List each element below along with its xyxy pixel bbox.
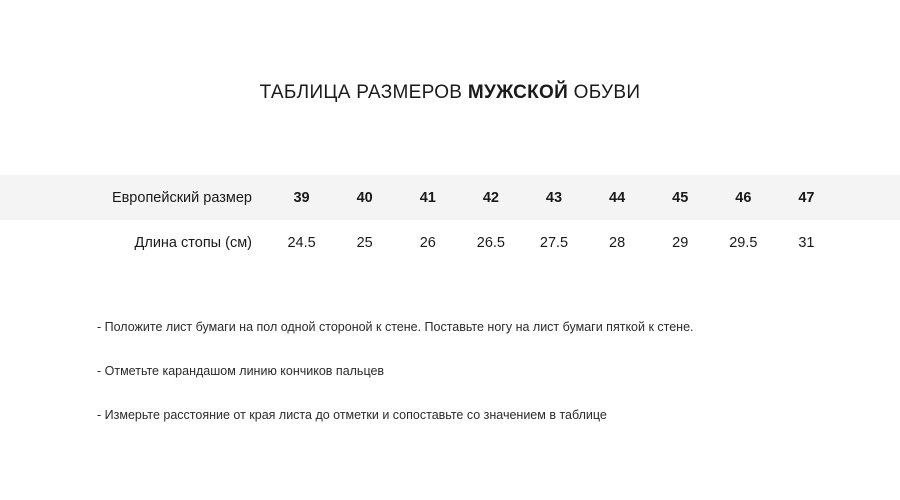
instruction-item: - Отметьте карандашом линию кончиков пальцев: [97, 364, 385, 378]
table-cell: 45: [672, 189, 689, 206]
table-row-sizes: [0, 175, 900, 220]
table-cell: 28: [609, 234, 626, 251]
table-cell: 39: [293, 189, 310, 206]
table-cell: 44: [609, 189, 626, 206]
page-title: [0, 82, 900, 104]
table-cell: 31: [798, 234, 815, 251]
table-cell: 27.5: [539, 234, 569, 251]
row-body-label: Длина стопы (см): [134, 234, 252, 251]
row-header-label: Европейский размер: [111, 189, 252, 206]
table-cell: 46: [735, 189, 752, 206]
size-cells: [270, 190, 900, 206]
table-cell: 29: [672, 234, 689, 251]
measurement-instructions: [97, 320, 837, 423]
table-cell: 41: [419, 189, 436, 206]
page-title-suffix: ОБУВИ: [568, 82, 641, 103]
table-cell: 43: [545, 189, 563, 206]
table-cell: 47: [798, 189, 815, 206]
length-cells: [270, 235, 900, 251]
instruction-item: - Измерьте расстояние от края листа до отметки и сопоставьте со значением в таблице: [97, 408, 607, 422]
table-cell: 42: [482, 189, 499, 206]
table-cell: 26: [419, 234, 436, 251]
table-cell: 26.5: [476, 234, 505, 251]
instruction-item: - Положите лист бумаги на пол одной стороной к стене. Поставьте ногу на лист бумаги пяткой к стене.: [97, 320, 694, 334]
table-cell: 29.5: [729, 234, 758, 251]
page-title-emphasis: МУЖСКОЙ: [467, 82, 569, 103]
table-cell: 25: [356, 234, 373, 251]
table-cell: 24.5: [287, 234, 316, 251]
size-table: [0, 175, 900, 265]
table-cell: 40: [356, 189, 373, 206]
table-row-lengths: [0, 220, 900, 265]
page-title-prefix: ТАБЛИЦА РАЗМЕРОВ: [259, 82, 468, 103]
